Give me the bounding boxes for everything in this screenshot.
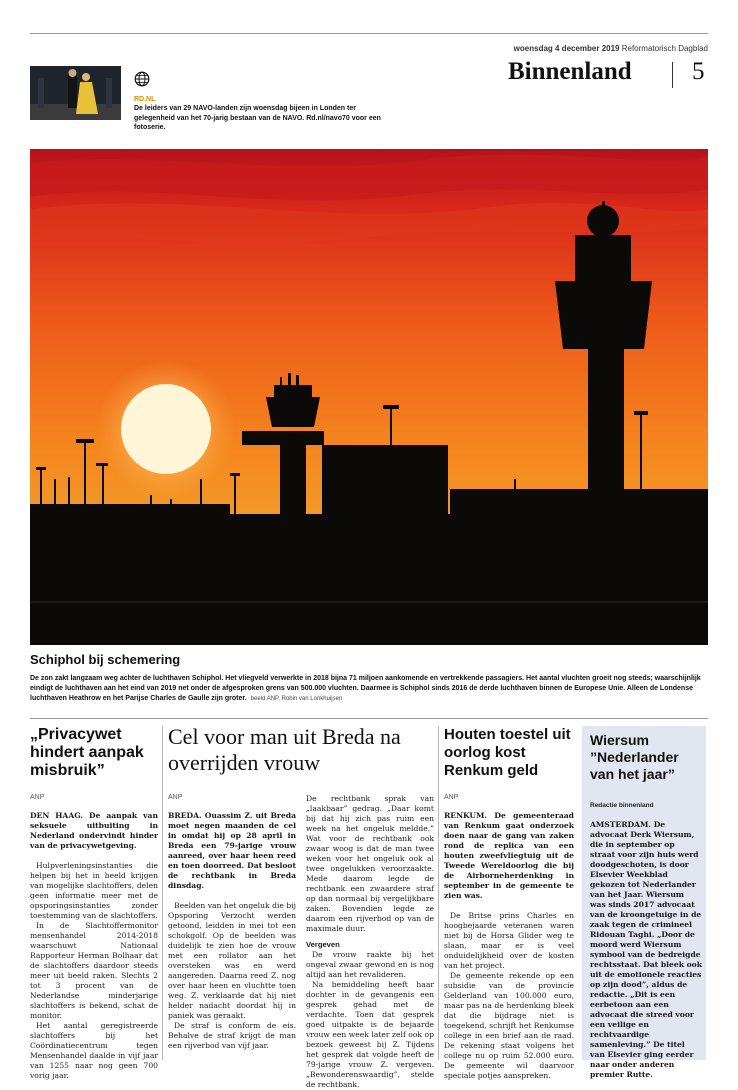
sidebar-headline[interactable]: Wiersum ”Nederlander van het jaar”: [590, 732, 679, 782]
top-rule: [30, 33, 708, 34]
issue-date: woensdag 4 december 2019: [513, 44, 620, 53]
page-number: 5: [692, 58, 705, 85]
section-title: Binnenland: [508, 58, 632, 85]
dateline: [514, 44, 708, 53]
article-breda-body-col2: [306, 794, 434, 1090]
column-divider: [438, 726, 439, 1060]
article-breda-paragraph: Na bemiddeling heeft haar dochter in de gevangenis een gesprek gehad met de verdachte. Toen dat gesprek goed uitpakte is de bejaarde vrouw een week later zelf ook op bezoek geweest bij Z. Tijdens het gesprek dat volgde heeft de 79-jarige vrouw Z. vergeven. „Bewonderenswaardig”, stelde de rechtbank.: [306, 980, 434, 1089]
article-breda-paragraph: De straf is conform de eis. Behalve de straf krijgt de man een rijverbod van vijf jaar.: [168, 1021, 296, 1050]
column-divider: [162, 726, 163, 1060]
article-breda-headline[interactable]: Cel voor man uit Breda na overrijden vrouw: [168, 724, 401, 775]
photo-caption: [30, 674, 710, 704]
article-privacywet-lead: DEN HAAG. De aanpak van seksuele uitbuiting in Nederland ondervindt hinder van de privacywetgeving.: [30, 811, 158, 850]
photo-caption-text: De zon zakt langzaam weg achter de luchthaven Schiphol. Het vliegveld verwerkte in 2018 bijna 71 miljoen aankomende en vertrekkende passagiers. Het aantal vluchten groeit nog steeds; waarschijnlijk eindigt de luchthaven aan het eind van 2019 net onder de afgesproken grens van 500.000 vluchten. Daarmee is Schiphol sinds 2016 de derde luchthaven binnen de Europese Unie. Alleen de Londense luchthaven Heathrow en het Parijse Charles de Gaulle zijn groter.: [30, 675, 701, 702]
promo-source[interactable]: RD.NL: [134, 96, 156, 103]
article-breda-paragraph: De vrouw raakte bij het ongeval zwaar gewond en is nog altijd aan het revalideren.: [306, 950, 434, 979]
sun: [121, 384, 211, 474]
article-privacywet-paragraph: Het aantal geregistreerde slachtoffers bij het Coördinatiecentrum tegen Mensenhandel daalde in vijf jaar van 1255 naar nog geen 700 vorig jaar.: [30, 1021, 158, 1080]
article-renkum-agency: ANP: [444, 794, 459, 801]
article-renkum-body: [444, 811, 574, 1081]
sidebar-body: AMSTERDAM. De advocaat Derk Wiersum, die in september op straat voor zijn huis werd doodgeschoten, is door Elsevier Weekblad gekozen tot Nederlander van het Jaar. Wiersum was sinds 2017 advocaat van de kroongetuige in de zaak tegen de crimineel Ridouan Taghi. „Door de moord werd Wiersum symbool van de bedreigde rechtsstaat. Dat bleek ook uit de emotionele reacties op zijn dood”, aldus de redactie. „Dit is een eerbetoon aan een advocaat die streed voor een veilige en rechtvaardige samenleving.” De titel van Elsevier ging eerder naar onder anderen premier Rutte.: [590, 820, 702, 1079]
article-breda-paragraph: De rechtbank sprak van „laakbaar” gedrag. „Daar komt bij dat hij zich pas ruim een week na het ongeluk meldde.” Wat voor de rechtbank ook zwaar woog is dat de man twee weken voor het ongeluk ook al twee ongelukken veroorzaakte. Mede daarom legde de rechtbank een zwaardere straf op dan normaal bij vergelijkbare zaken. Bovendien legde ze daarom een rijverbod op van de maximale duur.: [306, 794, 434, 933]
article-renkum-paragraph: De Britse prins Charles en hoogbejaarde veteranen waren niet bij de Horsa Glider weg te slaan, maar er is veel onduidelijkheid over de kosten van het project.: [444, 911, 574, 970]
article-breda-agency: ANP: [168, 794, 183, 801]
article-privacywet-headline[interactable]: „Privacywet hindert aanpak misbruik”: [30, 726, 144, 779]
article-renkum-headline[interactable]: Houten toestel uit oorlog kost Renkum geld: [444, 726, 571, 779]
photo-caption-title: Schiphol bij schemering: [30, 652, 181, 667]
article-privacywet-body: [30, 811, 158, 1081]
article-privacywet-agency: ANP: [30, 794, 45, 801]
article-breda-lead: BREDA. Ouassim Z. uit Breda moet negen maanden de cel in omdat hij op 28 april in Breda een 79-jarige vrouw aanreed, over haar heen reed en toen doorreed. Dat besloot de rechtbank in Breda dinsdag.: [168, 811, 296, 890]
article-renkum-paragraph: De gemeente rekende op een subsidie van de provincie Gelderland van 100.000 euro, maar pas na de herdenking bleek dat die bijdrage niet is toegekend, schrijft het Renkumse college in een brief aan de raad. De rekening staat volgens het college nu op ruim 52.000 euro. De gemeente wil daarvoor speciale potjes aanspreken.: [444, 971, 574, 1080]
article-privacywet-paragraph: Hulpverleningsinstanties die helpen bij het in beeld krijgen van mogelijke slachtoffers, delen geen informatie meer met de opsporingsinstanties zonder toestemming van de slachtoffers.: [30, 861, 158, 920]
article-breda-subhead: Vergeven: [306, 940, 340, 949]
globe-icon: [134, 71, 150, 87]
section-divider: [672, 62, 673, 88]
photo-credit: beeld ANP, Robin van Lonkhuijsen: [250, 696, 343, 702]
promo-text: De leiders van 29 NAVO-landen zijn woensdag bijeen in Londen ter gelegenheid van het 70-jarig bestaan van de NAVO. Rd.nl/navo70 voor een fotoserie.: [134, 105, 381, 132]
promo-thumbnail-image: [30, 66, 121, 120]
article-privacywet-paragraph: In de Slachtoffermonitor mensenhandel 2014-2018 waarschuwt Nationaal Rapporteur Herman Bolhaar dat de slachtoffers daardoor steeds meer uit beeld raken. Slechts 2 tot 3 procent van de Nederlandse minderjarige slachtoffers is bekend, schat de monitor.: [30, 921, 158, 1020]
sidebar-credit: Redactie binnenland: [590, 802, 654, 809]
section-rule: [30, 718, 708, 719]
article-breda-body-col1: [168, 811, 296, 1051]
article-renkum-lead: RENKUM. De gemeenteraad van Renkum gaat onderzoek doen naar de gang van zaken rond de replica van een houten zweefvliegtuig uit de Tweede Wereldoorlog die bij de Airborneherdenking in september in de gemeente te zien was.: [444, 811, 574, 900]
promo-thumbnail[interactable]: [30, 66, 121, 120]
paper-name: Reformatorisch Dagblad: [621, 44, 708, 53]
hero-photo: [30, 149, 708, 645]
article-breda-paragraph: Beelden van het ongeluk die bij Opsporing Verzocht werden getoond, leidden in mei tot een schokgolf. Op de beelden was duidelijk te zien hoe de vrouw met een rollator aan het oversteken was en werd aangereden. Daarna reed Z. nog over haar heen en vluchtte toen weg. Z. verklaarde dat hij niet helder nadacht doordat hij in paniek was geraakt.: [168, 901, 296, 1020]
